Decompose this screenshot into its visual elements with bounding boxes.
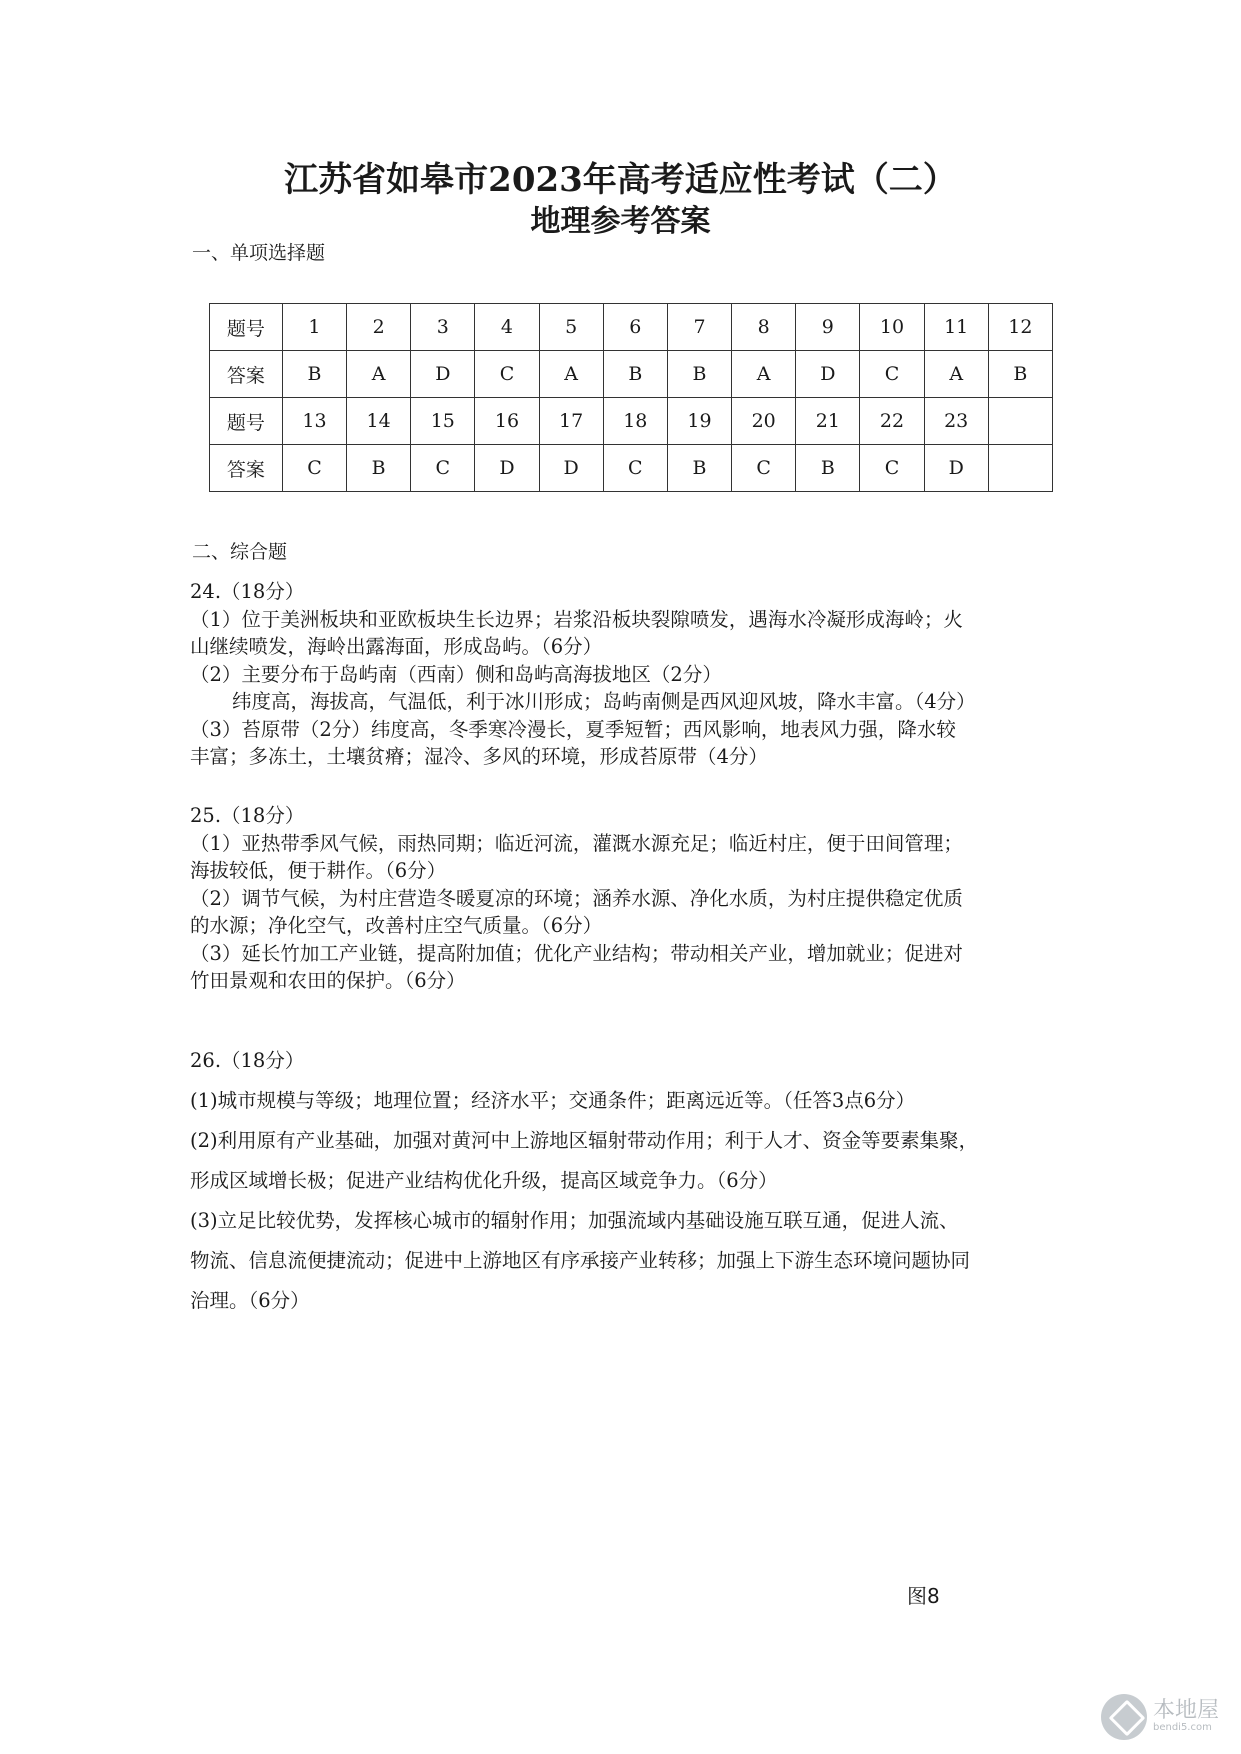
- watermark-text-group: [1153, 1700, 1219, 1734]
- answer-line: （2）主要分布于岛屿南（西南）侧和岛屿高海拔地区（2分）: [190, 662, 722, 686]
- answer-line: 山继续喷发，海岭出露海面，形成岛屿。（6分）: [190, 635, 603, 658]
- table-cell: C: [603, 445, 667, 492]
- table-cell: 16: [475, 398, 539, 445]
- table-cell: C: [282, 445, 346, 492]
- answer-line: 物流、信息流便捷流动；促进中上游地区有序承接产业转移；加强上下游生态环境问题协同: [190, 1249, 971, 1272]
- table-cell: 10: [860, 304, 924, 351]
- table-cell: C: [860, 351, 924, 398]
- table-cell: 12: [988, 304, 1052, 351]
- table-cell: C: [411, 445, 475, 492]
- table-cell: 8: [732, 304, 796, 351]
- table-row: [210, 351, 1053, 398]
- answer-line: 的水源；净化空气，改善村庄空气质量。（6分）: [190, 914, 603, 937]
- answer-line: 丰富；多冻土，土壤贫瘠；湿冷、多风的环境，形成苔原带（4分）: [190, 745, 768, 768]
- table-cell: B: [347, 445, 411, 492]
- question-26: [190, 1041, 1058, 1321]
- table-cell: B: [282, 351, 346, 398]
- table-cell: C: [475, 351, 539, 398]
- table-cell: 3: [411, 304, 475, 351]
- table-cell: D: [796, 351, 860, 398]
- table-cell: D: [924, 445, 988, 492]
- table-cell: [988, 398, 1052, 445]
- table-cell: 11: [924, 304, 988, 351]
- table-cell: B: [603, 351, 667, 398]
- table-cell: 21: [796, 398, 860, 445]
- table-cell: D: [475, 445, 539, 492]
- table-cell: 23: [924, 398, 988, 445]
- table-cell: 17: [539, 398, 603, 445]
- page-title: 江苏省如皋市2023年高考适应性考试（二）: [284, 160, 957, 200]
- table-cell: B: [988, 351, 1052, 398]
- table-row: [210, 304, 1053, 351]
- table-cell: A: [347, 351, 411, 398]
- table-cell: [988, 445, 1052, 492]
- table-cell: 1: [282, 304, 346, 351]
- table-row: [210, 398, 1053, 445]
- answer-line: （3）延长竹加工产业链，提高附加值；优化产业结构；带动相关产业，增加就业；促进对: [190, 941, 963, 965]
- watermark-text: 本地屋: [1152, 1698, 1219, 1723]
- table-cell: B: [667, 351, 731, 398]
- question-24: [190, 578, 1058, 771]
- watermark: [1101, 1694, 1219, 1740]
- question-head: 24.（18分）: [190, 580, 305, 603]
- figure-label: 图8: [907, 1584, 940, 1608]
- answer-line: 治理。（6分）: [190, 1289, 310, 1312]
- answer-line: (1)城市规模与等级；地理位置；经济水平；交通条件；距离远近等。（任答3点6分）: [190, 1089, 916, 1112]
- table-cell: 18: [603, 398, 667, 445]
- table-cell: 22: [860, 398, 924, 445]
- table-cell: 20: [732, 398, 796, 445]
- table-cell: D: [539, 445, 603, 492]
- row-label: 答案: [210, 445, 283, 492]
- table-cell: 4: [475, 304, 539, 351]
- watermark-url: bendi5.com: [1152, 1722, 1212, 1733]
- table-cell: 6: [603, 304, 667, 351]
- table-cell: C: [732, 445, 796, 492]
- table-cell: B: [796, 445, 860, 492]
- table-cell: C: [860, 445, 924, 492]
- table-cell: D: [411, 351, 475, 398]
- answer-table: [209, 303, 1053, 492]
- table-row: [210, 445, 1053, 492]
- section-heading-comprehensive: 二、综合题: [192, 541, 288, 563]
- answer-line: 形成区域增长极；促进产业结构优化升级，提高区域竞争力。（6分）: [190, 1169, 778, 1192]
- table-cell: 9: [796, 304, 860, 351]
- table-cell: A: [924, 351, 988, 398]
- table-cell: 19: [667, 398, 731, 445]
- question-head: 26.（18分）: [190, 1049, 305, 1072]
- answer-line: （3）苔原带（2分）纬度高，冬季寒冷漫长，夏季短暂；西风影响，地表风力强，降水较: [190, 717, 956, 741]
- house-logo-icon: [1101, 1694, 1147, 1740]
- table-cell: 7: [667, 304, 731, 351]
- answer-line: 纬度高，海拔高，气温低，利于冰川形成；岛屿南侧是西风迎风坡，降水丰富。（4分）: [232, 690, 976, 713]
- question-head: 25.（18分）: [190, 804, 305, 827]
- page-subtitle: 地理参考答案: [530, 204, 711, 239]
- row-label: 题号: [210, 398, 283, 445]
- answer-line: (2)利用原有产业基础，加强对黄河中上游地区辐射带动作用；利于人才、资金等要素集聚，: [190, 1129, 979, 1152]
- row-label: 答案: [210, 351, 283, 398]
- table-cell: 2: [347, 304, 411, 351]
- answer-line: （1）亚热带季风气候，雨热同期；临近河流，灌溉水源充足；临近村庄，便于田间管理；: [190, 831, 963, 855]
- table-cell: B: [667, 445, 731, 492]
- table-cell: A: [539, 351, 603, 398]
- answer-line: 海拔较低，便于耕作。（6分）: [190, 859, 447, 882]
- row-label: 题号: [210, 304, 283, 351]
- section-heading-choice: 一、单项选择题: [192, 242, 326, 264]
- answer-line: （1）位于美洲板块和亚欧板块生长边界；岩浆沿板块裂隙喷发，遇海水冷凝形成海岭；火: [190, 607, 963, 631]
- table-cell: 15: [411, 398, 475, 445]
- answer-line: （2）调节气候，为村庄营造冬暖夏凉的环境；涵养水源、净化水质，为村庄提供稳定优质: [190, 886, 963, 910]
- table-cell: 14: [347, 398, 411, 445]
- table-cell: A: [732, 351, 796, 398]
- table-cell: 5: [539, 304, 603, 351]
- table-cell: 13: [282, 398, 346, 445]
- answer-line: 竹田景观和农田的保护。（6分）: [190, 969, 466, 992]
- question-25: [190, 802, 1058, 995]
- answer-line: (3)立足比较优势，发挥核心城市的辐射作用；加强流域内基础设施互联互通，促进人流、: [190, 1209, 959, 1232]
